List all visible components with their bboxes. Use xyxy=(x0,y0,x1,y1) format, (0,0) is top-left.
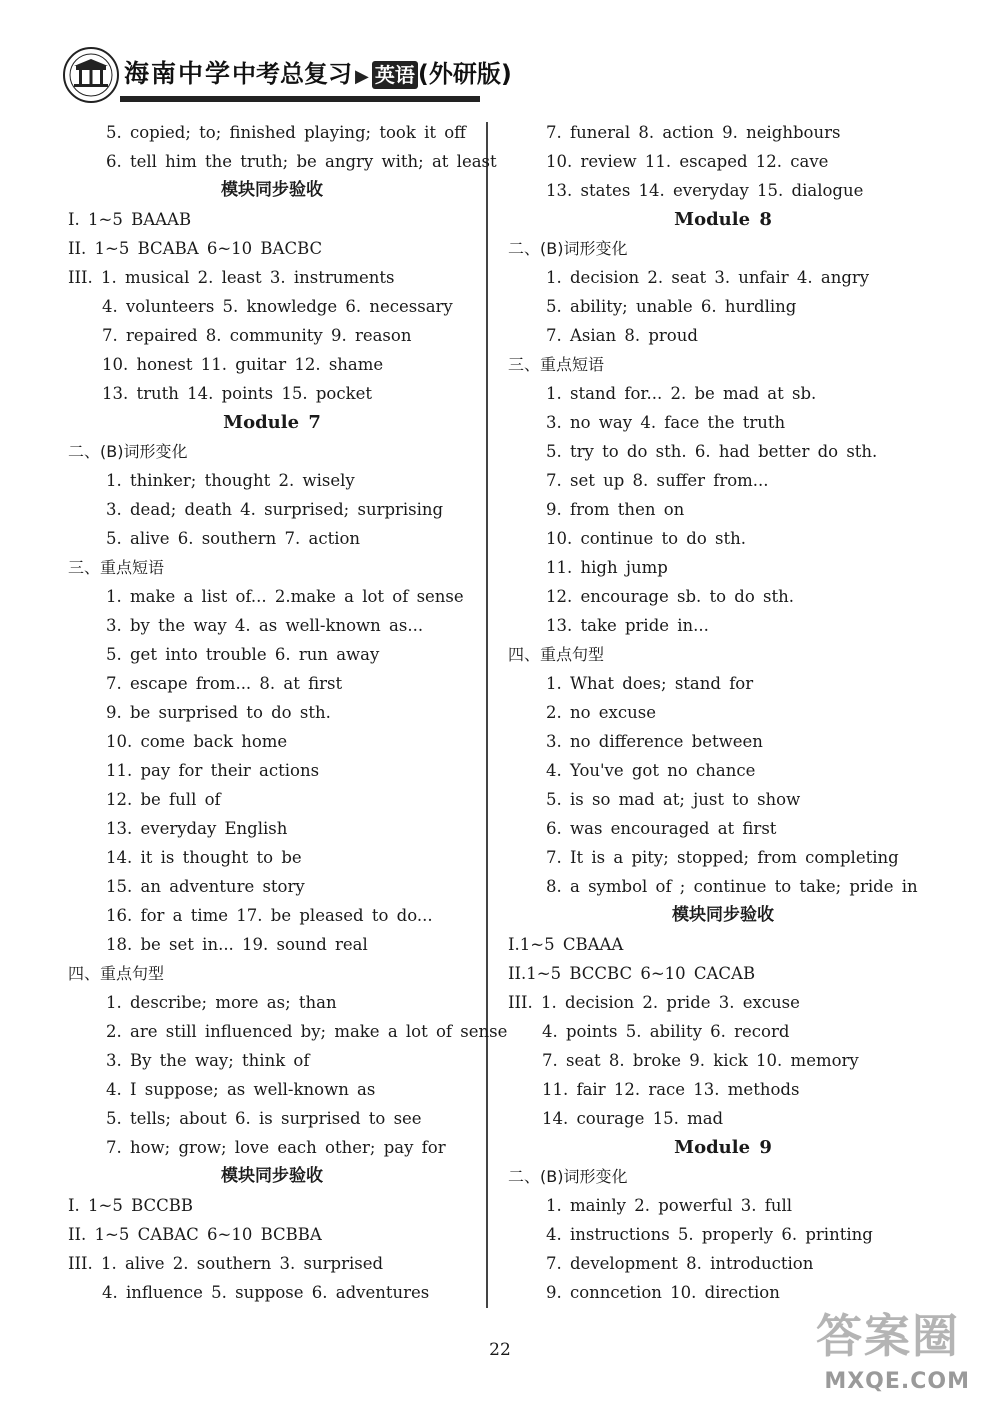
answer-line: 2. no excuse xyxy=(546,703,656,722)
column-divider xyxy=(486,122,488,1308)
answer-line: 5. copied; to; finished playing; took it off xyxy=(106,123,466,142)
answer-line: 4. I suppose; as well-known as xyxy=(106,1080,376,1099)
school-logo-icon xyxy=(62,46,120,104)
answer-line: 13. states 14. everyday 15. dialogue xyxy=(546,181,864,200)
answer-line: 4. influence 5. suppose 6. adventures xyxy=(102,1283,430,1302)
section-heading: Module 9 xyxy=(674,1137,772,1158)
answer-line: 12. be full of xyxy=(106,790,221,809)
answer-line: 7. seat 8. broke 9. kick 10. memory xyxy=(542,1051,859,1070)
answer-line: 1. make a list of... 2.make a lot of sense xyxy=(106,587,464,606)
answer-line: 5. tells; about 6. is surprised to see xyxy=(106,1109,422,1128)
watermark-url: MXQE.COM xyxy=(824,1369,970,1394)
answer-line: II.1~5 BCCBC 6~10 CACAB xyxy=(508,964,756,983)
answer-line: I. 1~5 BAAAB xyxy=(68,210,192,229)
answer-line: III. 1. alive 2. southern 3. surprised xyxy=(68,1254,384,1273)
answer-line: 4. volunteers 5. knowledge 6. necessary xyxy=(102,297,453,316)
answer-line: 15. an adventure story xyxy=(106,877,305,896)
answer-line: 7. escape from... 8. at first xyxy=(106,674,343,693)
section-heading: 模块同步验收 xyxy=(221,1166,323,1186)
subsection-heading: 三、重点短语 xyxy=(508,355,605,374)
answer-line: 4. instructions 5. properly 6. printing xyxy=(546,1225,873,1244)
answer-line: 1. What does; stand for xyxy=(546,674,754,693)
answer-line: 3. no way 4. face the truth xyxy=(546,413,786,432)
answer-line: II. 1~5 CABAC 6~10 BCBBA xyxy=(68,1225,322,1244)
answer-line: 5. ability; unable 6. hurdling xyxy=(546,297,797,316)
answer-line: 2. are still influenced by; make a lot of sense xyxy=(106,1022,508,1041)
answer-line: 13. everyday English xyxy=(106,819,288,838)
answer-line: 1. stand for... 2. be mad at sb. xyxy=(546,384,817,403)
answer-line: 11. fair 12. race 13. methods xyxy=(542,1080,800,1099)
answer-line: 10. review 11. escaped 12. cave xyxy=(546,152,829,171)
subsection-heading: 三、重点短语 xyxy=(68,558,165,577)
answer-line: 10. continue to do sth. xyxy=(546,529,746,548)
answer-line: 1. describe; more as; than xyxy=(106,993,337,1012)
answer-line: 1. thinker; thought 2. wisely xyxy=(106,471,355,490)
subsection-heading: 二、(B)词形变化 xyxy=(68,442,188,461)
answer-line: 9. from then on xyxy=(546,500,685,519)
answer-line: 12. encourage sb. to do sth. xyxy=(546,587,795,606)
answer-line: 7. set up 8. suffer from... xyxy=(546,471,769,490)
answer-line: 9. conncetion 10. direction xyxy=(546,1283,780,1302)
answer-line: III. 1. musical 2. least 3. instruments xyxy=(68,268,395,287)
answer-line: 3. no difference between xyxy=(546,732,763,751)
section-heading: Module 8 xyxy=(674,209,772,230)
answer-line: 7. It is a pity; stopped; from completing xyxy=(546,848,899,867)
answer-line: 4. points 5. ability 6. record xyxy=(542,1022,790,1041)
answer-line: 14. courage 15. mad xyxy=(542,1109,724,1128)
answer-line: 14. it is thought to be xyxy=(106,848,302,867)
arrow-icon: ▶ xyxy=(355,66,369,87)
page-header xyxy=(62,46,512,108)
answer-line: I. 1~5 BCCBB xyxy=(68,1196,194,1215)
answer-line: 11. high jump xyxy=(546,558,668,577)
answer-line: 18. be set in... 19. sound real xyxy=(106,935,368,954)
left-column xyxy=(68,118,508,1307)
answer-line: 3. By the way; think of xyxy=(106,1051,310,1070)
watermark-logo: 答案圈 xyxy=(816,1309,960,1363)
answer-line: 13. truth 14. points 15. pocket xyxy=(102,384,372,403)
answer-line: II. 1~5 BCABA 6~10 BACBC xyxy=(68,239,323,258)
answer-line: 6. tell him the truth; be angry with; at least xyxy=(106,152,497,171)
answer-line: 13. take pride in... xyxy=(546,616,709,635)
answer-line: 5. alive 6. southern 7. action xyxy=(106,529,361,548)
answer-line: 3. by the way 4. as well-known as... xyxy=(106,616,424,635)
section-heading: 模块同步验收 xyxy=(672,905,774,925)
answer-line: 4. You've got no chance xyxy=(546,761,756,780)
answer-line: 3. dead; death 4. surprised; surprising xyxy=(106,500,444,519)
answer-line: III. 1. decision 2. pride 3. excuse xyxy=(508,993,800,1012)
answer-line: 10. come back home xyxy=(106,732,288,751)
edition-label: (外研版) xyxy=(417,60,512,88)
subsection-heading: 二、(B)词形变化 xyxy=(508,239,628,258)
section-heading: Module 7 xyxy=(223,412,321,433)
watermark xyxy=(740,1304,970,1394)
answer-line: 7. repaired 8. community 9. reason xyxy=(102,326,412,345)
school-name: 海南中学 xyxy=(124,59,233,88)
answer-line: 10. honest 11. guitar 12. shame xyxy=(102,355,384,374)
answer-line: 1. mainly 2. powerful 3. full xyxy=(546,1196,793,1215)
answer-line: 5. get into trouble 6. run away xyxy=(106,645,380,664)
header-rule xyxy=(120,96,480,102)
answer-line: I.1~5 CBAAA xyxy=(508,935,624,954)
answer-line: 9. be surprised to do sth. xyxy=(106,703,331,722)
answer-line: 8. a symbol of ; continue to take; pride in xyxy=(546,877,918,896)
section-heading: 模块同步验收 xyxy=(221,180,323,200)
subsection-heading: 四、重点句型 xyxy=(68,964,165,983)
answer-line: 5. is so mad at; just to show xyxy=(546,790,801,809)
answer-line: 7. funeral 8. action 9. neighbours xyxy=(546,123,841,142)
book-title xyxy=(124,56,512,92)
answer-line: 7. development 8. introduction xyxy=(546,1254,814,1273)
series-title: 中考总复习 xyxy=(232,60,353,88)
subsection-heading: 二、(B)词形变化 xyxy=(508,1167,628,1186)
subject-label: 英语 xyxy=(372,61,418,89)
answer-line: 5. try to do sth. 6. had better do sth. xyxy=(546,442,878,461)
page-number: 22 xyxy=(489,1340,511,1360)
answer-line: 6. was encouraged at first xyxy=(546,819,777,838)
subsection-heading: 四、重点句型 xyxy=(508,645,605,664)
right-column xyxy=(508,118,938,1307)
answer-line: 7. how; grow; love each other; pay for xyxy=(106,1138,446,1157)
answer-line: 11. pay for their actions xyxy=(106,761,320,780)
answer-line: 16. for a time 17. be pleased to do... xyxy=(106,906,433,925)
answer-line: 1. decision 2. seat 3. unfair 4. angry xyxy=(546,268,870,287)
answer-line: 7. Asian 8. proud xyxy=(546,326,698,345)
